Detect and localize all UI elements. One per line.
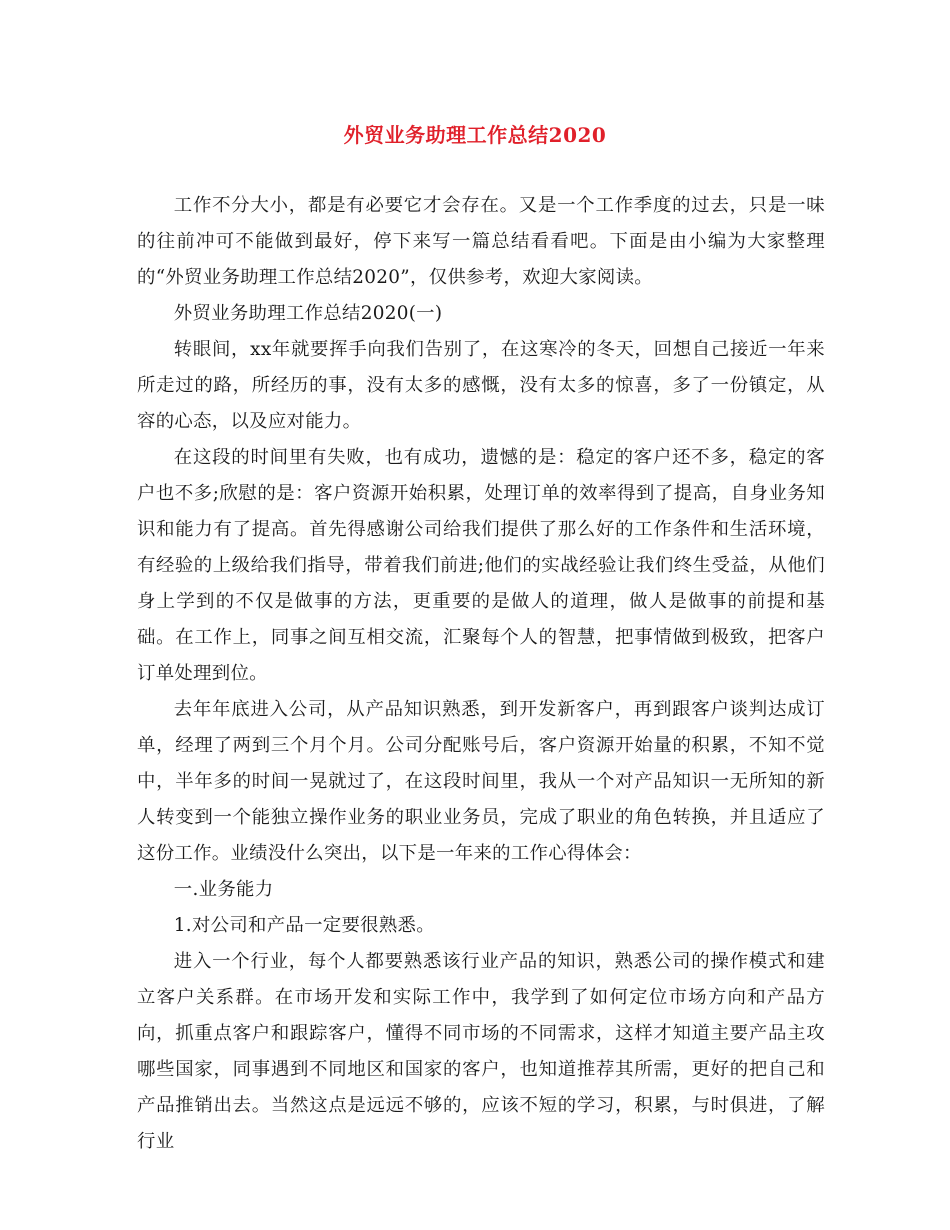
- paragraph: 进入一个行业，每个人都要熟悉该行业产品的知识，熟悉公司的操作模式和建立客户关系群。在市场开发和实际工作中，我学到了如何定位市场方向和产品方向，抓重点客户和跟踪客户，懂得不同市场的不同需求，这样才知道主要产品主攻哪些国家，同事遇到不同地区和国家的客户，也知道推荐其所需，更好的把自己和产品推销出去。当然这点是远远不够的，应该不短的学习，积累，与时俱进，了解行业: [137, 951, 825, 1152]
- document-body: [137, 188, 825, 1160]
- section-heading: 外贸业务助理工作总结2020(一): [173, 303, 443, 324]
- paragraph-intro: 工作不分大小，都是有必要它才会存在。又是一个工作季度的过去，只是一味的往前冲可不能做到最好，停下来写一篇总结看看吧。下面是由小编为大家整理的“外贸业务助理工作总结2020”，仅供参考，欢迎大家阅读。: [137, 195, 825, 288]
- paragraph: 转眼间，xx年就要挥手向我们告别了，在这寒冷的冬天，回想自己接近一年来所走过的路，所经历的事，没有太多的感慨，没有太多的惊喜，多了一份镇定，从容的心态，以及应对能力。: [137, 339, 825, 432]
- list-item-heading: 1.对公司和产品一定要很熟悉。: [173, 915, 435, 936]
- paragraph: 在这段的时间里有失败，也有成功，遗憾的是：稳定的客户还不多，稳定的客户也不多;欣慰的是：客户资源开始积累，处理订单的效率得到了提高，自身业务知识和能力有了提高。首先得感谢公司给我们提供了那么好的工作条件和生活环境，有经验的上级给我们指导，带着我们前进;他们的实战经验让我们终生受益，从他们身上学到的不仅是做事的方法，更重要的是做人的道理，做人是做事的前提和基础。在工作上，同事之间互相交流，汇聚每个人的智慧，把事情做到极致，把客户订单处理到位。: [137, 447, 825, 684]
- subsection-heading: 一.业务能力: [173, 879, 274, 900]
- paragraph: 去年年底进入公司，从产品知识熟悉，到开发新客户，再到跟客户谈判达成订单，经理了两到三个月个月。公司分配账号后，客户资源开始量的积累，不知不觉中，半年多的时间一晃就过了，在这段时间里，我从一个对产品知识一无所知的新人转变到一个能独立操作业务的职业业务员，完成了职业的角色转换，并且适应了这份工作。业绩没什么突出，以下是一年来的工作心得体会：: [137, 699, 825, 864]
- document-title: 外贸业务助理工作总结2020: [343, 123, 607, 147]
